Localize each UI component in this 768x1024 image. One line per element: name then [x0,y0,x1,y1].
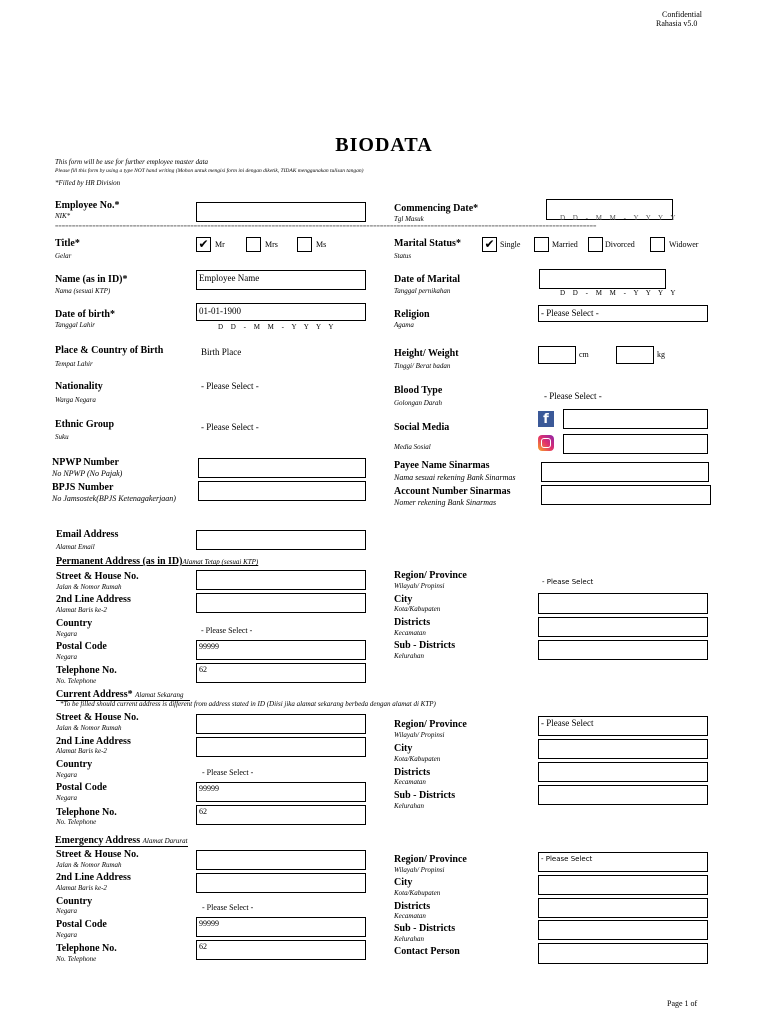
emergency-address-heading-sub: Alamat Darurat [142,837,188,845]
emergency-sub-districts-sub: Kelurahan [394,935,424,943]
emergency-street-field[interactable] [196,850,366,870]
date-of-marital-label: Date of Marital [394,274,461,285]
emergency-sub-districts-label: Sub - Districts [394,923,456,934]
current-phone-field[interactable]: 62 [196,805,366,825]
weight-unit: kg [657,350,665,359]
employee-no-label: Employee No.* [55,200,120,211]
npwp-field[interactable] [198,458,366,478]
permanent-address-heading: Permanent Address (as in ID)Alamat Tetap (sesuai KTP) [56,556,259,567]
current-phone-sub: No. Telephone [56,818,97,826]
permanent-region-select[interactable]: - Please Select [542,578,594,586]
current-region-select[interactable]: - Please Select [538,716,708,736]
emergency-city-sub: Kota/Kabupaten [394,889,441,897]
place-of-birth-sub: Tempat Lahir [55,360,93,368]
current-city-label: City [394,743,413,754]
date-of-birth-format: D D - M M - Y Y Y Y [218,323,337,331]
emergency-address-heading: Emergency Address Alamat Darurat [55,835,188,846]
current-city-sub: Kota/Kabupaten [394,755,441,763]
place-of-birth-label: Place & Country of Birth [55,345,164,356]
title-sub: Gelar [55,252,72,260]
current-street-field[interactable] [196,714,366,734]
current-region-sub: Wilayah/ Propinsi [394,731,445,739]
date-of-marital-field[interactable] [539,269,666,289]
religion-label: Religion [394,309,430,320]
height-field[interactable] [538,346,576,364]
emergency-street-label: Street & House No. [56,849,139,860]
marital-single-checkbox[interactable]: ✔ [482,237,497,252]
permanent-line2-label: 2nd Line Address [56,594,131,605]
height-weight-sub: Tinggi/ Berat badan [394,362,451,370]
emergency-districts-label: Districts [394,901,431,912]
emergency-sub-districts-field[interactable] [538,920,708,940]
permanent-districts-label: Districts [394,617,431,628]
permanent-city-sub: Kota/Kabupaten [394,605,441,613]
current-sub-districts-field[interactable] [538,785,708,805]
current-country-select[interactable]: - Please Select - [202,768,254,777]
emergency-city-label: City [394,877,413,888]
commencing-date-label: Commencing Date* [394,203,479,214]
current-postal-field[interactable]: 99999 [196,782,366,802]
emergency-districts-field[interactable] [538,898,708,918]
title-ms-checkbox[interactable] [297,237,312,252]
ethnic-group-label: Ethnic Group [55,419,114,430]
permanent-phone-field[interactable]: 62 [196,663,366,683]
weight-field[interactable] [616,346,654,364]
bpjs-sub: No Jamsostek(BPJS Ketenagakerjaan) [52,494,176,503]
emergency-line2-sub: Alamat Baris ke-2 [56,884,107,892]
marital-status-label: Marital Status* [394,238,461,249]
payee-name-sub: Nama sesuai rekening Bank Sinarmas [394,473,516,482]
name-sub: Nama (sesuai KTP) [55,287,111,295]
marital-married-checkbox[interactable] [534,237,549,252]
blood-type-select[interactable]: - Please Select - [544,391,602,401]
emergency-region-label: Region/ Province [394,854,467,865]
contact-person-field[interactable] [538,943,708,964]
permanent-city-label: City [394,594,413,605]
npwp-label: NPWP Number [52,457,119,468]
email-field[interactable] [196,530,366,550]
permanent-country-label: Country [56,618,93,629]
emergency-phone-label: Telephone No. [56,943,117,954]
emergency-street-sub: Jalan & Nomor Rumah [56,861,122,869]
intro-line-2: Please fill this form by using a type NOT hand writing (Mohon untuk mengisi form ini dengan diketik, TIDAK menggunakan tulisan tangan) [55,168,364,174]
nationality-sub: Warga Negara [55,396,96,404]
title-ms-label: Ms [316,240,327,249]
current-street-sub: Jalan & Nomor Rumah [56,724,122,732]
social-media-label: Social Media [394,422,450,433]
emergency-region-sub: Wilayah/ Propinsi [394,866,445,874]
permanent-street-field[interactable] [196,570,366,590]
permanent-sub-districts-field[interactable] [538,640,708,660]
nationality-select[interactable]: - Please Select - [201,381,259,391]
permanent-country-sub: Negara [56,630,77,638]
blood-type-label: Blood Type [394,385,443,396]
payee-name-label: Payee Name Sinarmas [394,460,490,471]
permanent-sub-districts-label: Sub - Districts [394,640,456,651]
separator-line: ================================================================================================================================================================ [55,224,597,230]
current-country-sub: Negara [56,771,77,779]
current-districts-field[interactable] [538,762,708,782]
email-sub: Alamat Email [56,543,95,551]
current-postal-sub: Negara [56,794,77,802]
permanent-phone-sub: No. Telephone [56,677,97,685]
npwp-sub: No NPWP (No Pajak) [52,469,123,478]
marital-married-label: Married [552,240,578,249]
permanent-sub-districts-sub: Kelurahan [394,652,424,660]
account-number-sub: Nomer rekening Bank Sinarmas [394,498,497,507]
marital-widower-checkbox[interactable] [650,237,665,252]
name-field[interactable]: Employee Name [196,270,366,290]
current-region-label: Region/ Province [394,719,467,730]
current-line2-sub: Alamat Baris ke-2 [56,747,107,755]
email-label: Email Address [56,529,119,540]
current-phone-label: Telephone No. [56,807,117,818]
place-of-birth-value[interactable]: Birth Place [201,347,242,357]
page-number: Page 1 of [667,999,698,1008]
permanent-phone-label: Telephone No. [56,665,117,676]
emergency-line2-field[interactable] [196,873,366,893]
confidential-label: Confidential [662,10,702,19]
account-number-field[interactable] [541,485,711,505]
commencing-date-format: D D - M M - Y Y Y Y [560,214,679,222]
current-line2-field[interactable] [196,737,366,757]
instagram-icon [538,435,554,451]
page-title: BIODATA [335,134,433,156]
current-postal-label: Postal Code [56,782,107,793]
payee-name-field[interactable] [541,462,709,482]
current-street-label: Street & House No. [56,712,139,723]
permanent-postal-field[interactable]: 99999 [196,640,366,660]
marital-single-label: Single [500,240,521,249]
title-mrs-label: Mrs [265,240,278,249]
emergency-postal-field[interactable]: 99999 [196,917,366,937]
permanent-address-heading-sub: Alamat Tetap (sesuai KTP) [182,558,259,566]
intro-line-1: This form will be use for further employee master data [55,158,209,166]
bpjs-label: BPJS Number [52,482,114,493]
permanent-city-field[interactable] [538,593,708,614]
nationality-label: Nationality [55,381,103,392]
current-districts-label: Districts [394,767,431,778]
emergency-postal-label: Postal Code [56,919,107,930]
emergency-country-label: Country [56,896,93,907]
permanent-districts-sub: Kecamatan [394,629,426,637]
religion-select[interactable]: - Please Select - [538,305,708,322]
marital-widower-label: Widower [669,240,699,249]
contact-person-label: Contact Person [394,946,460,957]
height-unit: cm [579,350,589,359]
title-label: Title* [55,238,80,249]
emergency-phone-sub: No. Telephone [56,955,97,963]
permanent-street-label: Street & House No. [56,571,139,582]
current-address-heading-sub: Alamat Sekarang [135,691,184,699]
current-sub-districts-sub: Kelurahan [394,802,424,810]
ethnic-group-sub: Suku [55,433,69,441]
emergency-phone-field[interactable]: 62 [196,940,366,960]
commencing-date-sub: Tgl Masuk [394,215,424,223]
bpjs-field[interactable] [198,481,366,501]
marital-status-sub: Status [394,252,412,260]
current-address-heading: Current Address* Alamat Sekarang [56,689,190,701]
permanent-postal-sub: Negara [56,653,77,661]
social-media-sub: Media Sosial [394,443,431,451]
permanent-postal-label: Postal Code [56,641,107,652]
permanent-street-sub: Jalan & Nomor Rumah [56,583,122,591]
permanent-region-label: Region/ Province [394,570,467,581]
height-weight-label: Height/ Weight [394,348,459,359]
facebook-icon: f [538,411,554,427]
emergency-country-sub: Negara [56,907,77,915]
blood-type-sub: Golongan Darah [394,399,443,407]
emergency-region-select[interactable]: - Please Select [538,852,708,872]
account-number-label: Account Number Sinarmas [394,486,511,497]
date-of-birth-label: Date of birth* [55,309,115,320]
permanent-line2-sub: Alamat Baris ke-2 [56,606,107,614]
permanent-districts-field[interactable] [538,617,708,637]
permanent-country-select[interactable]: - Please Select - [201,626,253,635]
emergency-postal-sub: Negara [56,931,77,939]
employee-no-field[interactable] [196,202,366,222]
religion-sub: Agama [394,321,414,329]
emergency-line2-label: 2nd Line Address [56,872,131,883]
title-mr-checkbox[interactable]: ✔ [196,237,211,252]
title-mrs-checkbox[interactable] [246,237,261,252]
intro-line-3: *Filled by HR Division [55,179,121,187]
date-of-birth-field[interactable]: 01-01-1900 [196,303,366,321]
current-address-note: *To be filled should current address is different from address stated in ID (Diisi jika alamat sekarang berbeda dengan alamat di KTP) [60,700,436,708]
date-of-marital-sub: Tanggal pernikahan [394,287,451,295]
current-city-field[interactable] [538,739,708,759]
facebook-field[interactable] [563,409,708,429]
emergency-country-select[interactable]: - Please Select - [202,903,254,912]
current-line2-label: 2nd Line Address [56,736,131,747]
instagram-field[interactable] [563,434,708,454]
current-sub-districts-label: Sub - Districts [394,790,456,801]
title-mr-label: Mr [215,240,225,249]
current-districts-sub: Kecamatan [394,778,426,786]
permanent-region-sub: Wilayah/ Propinsi [394,582,445,590]
marital-divorced-checkbox[interactable] [588,237,603,252]
emergency-city-field[interactable] [538,875,708,895]
date-of-birth-sub: Tanggal Lahir [55,321,96,329]
rahasia-label: Rahasia v5.0 [656,19,698,28]
current-country-label: Country [56,759,93,770]
ethnic-group-select[interactable]: - Please Select - [201,422,259,432]
name-label: Name (as in ID)* [55,274,128,285]
date-of-marital-format: D D - M M - Y Y Y Y [560,289,679,297]
emergency-districts-sub: Kecamatan [394,912,426,920]
employee-no-sub: NIK* [55,212,71,220]
marital-divorced-label: Divorced [605,240,635,249]
permanent-line2-field[interactable] [196,593,366,613]
